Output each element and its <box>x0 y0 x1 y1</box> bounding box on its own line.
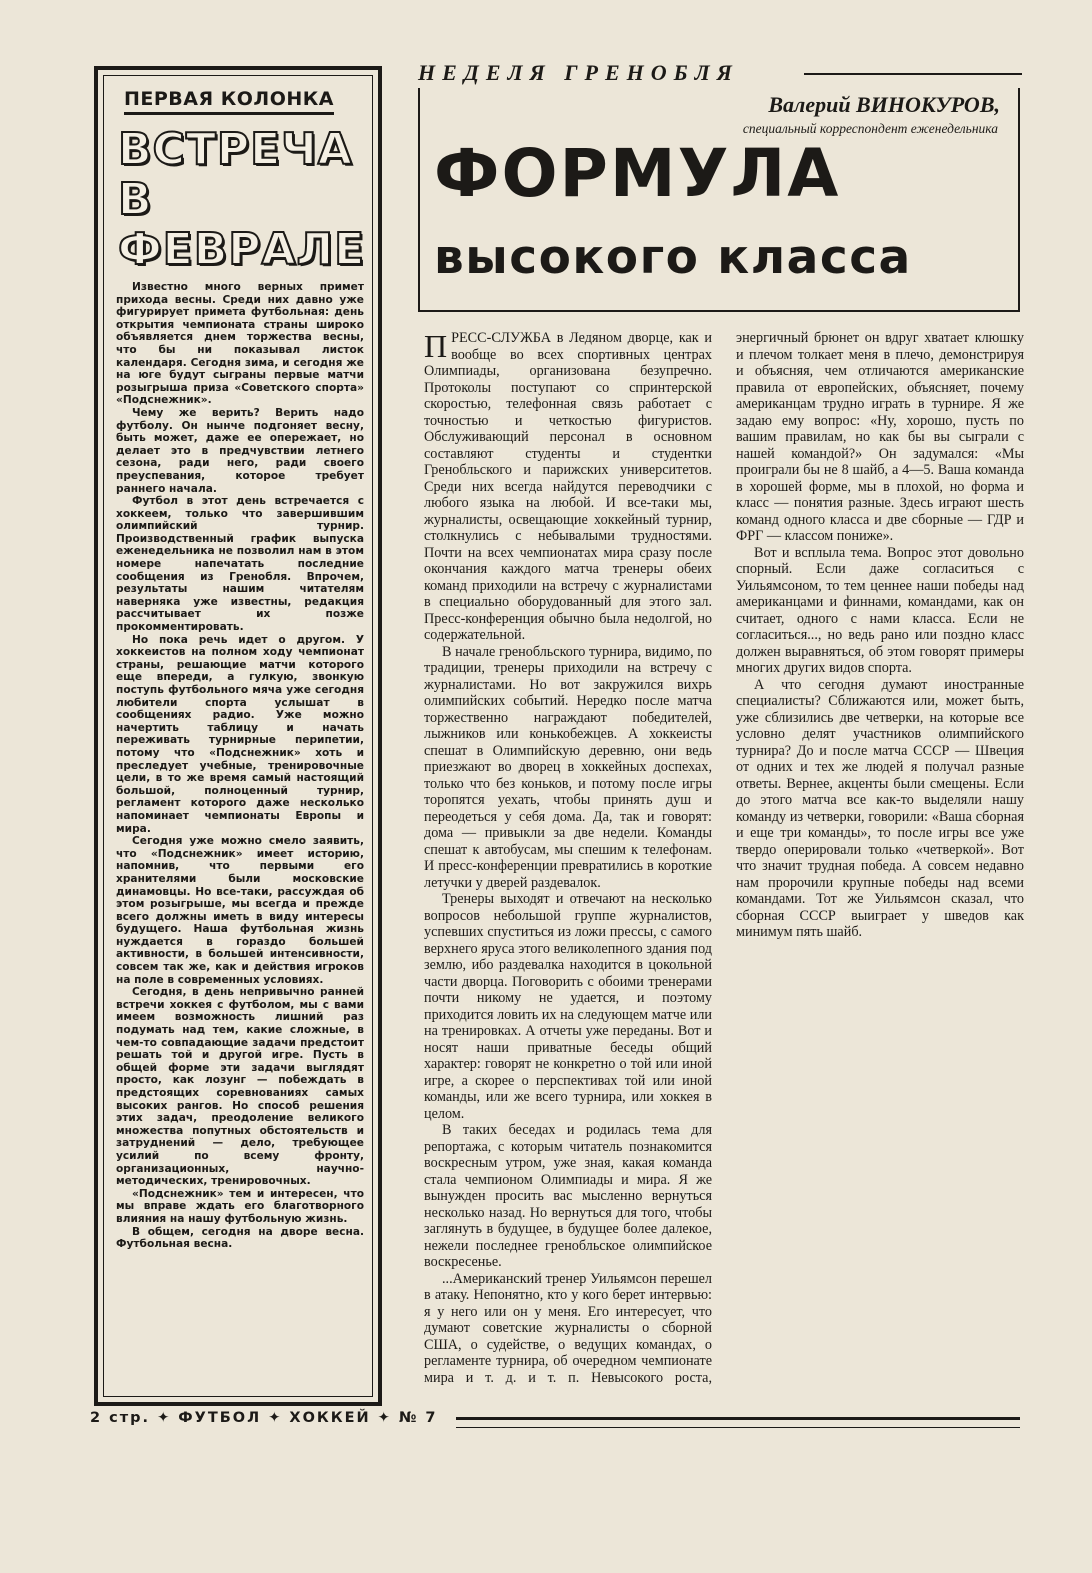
first-column-headline <box>118 125 364 275</box>
footer-rule <box>456 1417 1020 1428</box>
paragraph: Тренеры выходят и отвечают на несколько вопросов небольшой группе журналистов, успевших спуститься из ложи прессы, с самого верхнего яруса этого великолепного здания под землю, ибо раздевалка находится в цокольной части дворца. Поговорить с обоими тренерами почти никому не удается, и поэтому приходится ловить их на следующем матче или на тренировках. А отчеты уже переданы. Вот и носят наши приватные беседы общий характер: говорят не конкретно о той или иной игре, а скорее о перспективах той или иной команды, или же всего турнира, или хоккея в целом. <box>424 891 712 1122</box>
paragraph: Сегодня уже можно смело заявить, что «Подснежник» имеет историю, напомнив, что первыми его хранителями были московские динамовцы. Но все-таки, рассуждая об этом розыгрыше, мы всегда и прежде всего должны иметь в виду интересы будущего. Наша футбольная жизнь нуждается в гораздо большей активности, в большей интенсивности, совсем так же, как и действия игроков на поле в современных условиях. <box>116 835 364 986</box>
paragraph: «Подснежник» тем и интересен, что мы вправе ждать его благотворного влияния на нашу футбольную жизнь. <box>116 1187 364 1225</box>
drop-cap: П <box>424 328 448 364</box>
paragraph: В общем, сегодня на дворе весна. Футбольная весна. <box>116 1225 364 1251</box>
paragraph: Чему же верить? Верить надо футболу. Он нынче подгоняет весну, быть может, даже ее опережает, но делает это в предчувствии летнего сезона, ради него, ради своего преуспевания, которое требует раннего начала. <box>116 406 364 495</box>
article-headline-sub: высокого класса <box>434 230 912 285</box>
lead-text: РЕСС-СЛУЖБА в Ледяном дворце, как и вообще во всех спортивных центрах Олимпиады, организована безупречно. Протоколы поступают со спринтерской скоростью, телефонная связь работает с точностью и четкостью фигуристов. Обслуживающий персонал в основном составляют студенты и студентки Гренобльского и парижских университетов. Среди них всегда найдутся переводчики с любого языка на любой. И все-таки мы, журналисты, освещающие хоккейный турнир, столкнулись с небывалыми трудностями. Почти на всех чемпионатах мира сразу после окончания каждого матча тренеры обеих команд приходили на встречу с журналистами в специально оборудованный для этого зал. Пресс-конференция обычно была недолгой, но содержательной. <box>424 330 712 643</box>
lead-paragraph <box>424 330 712 644</box>
section-title: НЕДЕЛЯ ГРЕНОБЛЯ <box>418 60 739 85</box>
section-rule <box>804 73 1022 75</box>
paragraph: А что сегодня думают иностранные специалисты? Сближаются или, может быть, уже сблизились две четверки, на которые все условно делят участников олимпийского турнира? До и после матча СССР — Швеция от одних и тех же людей я получал разные ответы. Вернее, акценты были смещены. Если до этого матча все как-то выделяли нашу команду из четверки, говорили: «Ваша сборная и еще три команды», то после игры все уже твердо оперировали только «четверкой». Вот что значит трудная победа. А совсем недавно нам пророчили крупные победы над всеми командами. Тот же Уильямсон сказал, что сборная СССР выиграет у шведов как минимум пять шайб. <box>736 676 1024 940</box>
headline-line: ВСТРЕЧА <box>118 124 353 175</box>
paragraph: Сегодня, в день непривычно ранней встречи хоккея с футболом, мы с вами имеем возможность лишний раз подумать над тем, какие сложные, в чем-то совпадающие задачи предстоит решать той и другой игре. Пусть в общей форме эти задачи выглядят просто, как лозунг — побеждать в предстоящих соревнованиях самых высоких рангов. Но способ решения этих задач, преодоление великого множества попутных обстоятельств и затруднений — дело, требующее усилий по всему фронту, организационных, научно-методических, тренировочных. <box>116 986 364 1188</box>
paragraph: Вот и всплыла тема. Вопрос этот довольно спорный. Если даже согласиться с Уильямсоном, то тем ценнее наши победы над американцами и финнами, командами, как он считает, одного с нами класса. Если не согласиться..., но ведь рано или поздно класс должен выравняться, об этом говорят примеры многих других видов спорта. <box>736 544 1024 676</box>
paragraph: Футбол в этот день встречается с хоккеем, только что завершившим олимпийский турнир. Производственный график выпуска еженедельника не позволил нам в этом номере напечатать последние сообщения из Гренобля. Впрочем, результаты нашим читателям наверняка уже известны, редакция рассчитывает их позже прокомментировать. <box>116 495 364 634</box>
paragraph: В таких беседах и родилась тема для репортажа, с которым читатель познакомится воскресным утром, уже зная, какая команда стала чемпионом Олимпиады и мира. Я же вынужден просить вас мысленно вернуться несколько назад. Но вернуться для того, чтобы заглянуть в будущее, в будущее более далекое, нежели последнее гренобльское олимпийское воскресенье. <box>424 1122 712 1270</box>
first-column-rubric: ПЕРВАЯ КОЛОНКА <box>124 88 334 115</box>
paragraph: В начале гренобльского турнира, видимо, по традиции, тренеры приходили на встречу с журналистами. Но вот закружился вихрь олимпийских событий. Нередко после матча торжественно награждают победителей, лыжников или конькобежцев. А хоккеисты спешат в Олимпийскую деревню, они ведь приезжают во дворец в хоккейных доспехах, только что без коньков, и потому после игры торопятся уехать, чтобы принять душ и переодеться у себя дома. Да, так и говорят: дома — привыкли за две недели. Команды спешат к автобусам, мы спешим к телефонам. И пресс-конференции превратились в короткие летучки у дверей раздевалок. <box>424 643 712 891</box>
headline-line: В <box>118 174 153 225</box>
paragraph: Известно много верных примет прихода весны. Среди них давно уже фигурирует примета футбольная: день открытия чемпионата страны широко объявляется днем торжества весны, что бы ни показывал листок календаря. Сегодня зима, и сегодня же на юге будут сыграны первые матчи розыгрыша приза «Советского спорта» «Подснежник». <box>116 281 364 407</box>
first-column-body <box>116 281 364 1251</box>
paragraph: ...Американский тренер Уильямсон перешел в атаку. Непонятно, кто у кого берет интервью: я у него или он у меня. Его интересует, что думают советские журналисты о сборной США, о судействе, о ведущих командах, о регламенте турнира, об очередном чемпионате мира и т. д. и т. п. Невысокого роста, энергичный брюнет он вдруг хватает клюшку и плечом толкает меня в плечо, демонстрируя и объясняя, чем отличаются американские правила от европейских, объясняет, почему американцам трудно играть в турнире. Я же задаю ему вопрос: «Ну, хорошо, пусть по вашим правилам, но как бы вы сыграли с нашей командой?» Он задумался: «Мы проиграли бы не 8 шайб, а 4—5. Ваша команда в хорошей форме, мы в плохой, но форма и класс — понятия разные. Здесь играют шесть команд одного класса и две сборные — ГДР и ФРГ — классом пониже». <box>424 330 1024 1386</box>
paragraph: Но пока речь идет о другом. У хоккеистов на полном ходу чемпионат страны, решающие матчи которого еще впереди, а гулкую, звонкую поступь футбольного мяча уже сегодня любители спорта услышат в сообщениях радио. Уже можно начертить таблицу и начать переживать турнирные перипетии, потому что «Подснежник» хоть и преследует учебные, тренировочные цели, в то же время самый настоящий большой, полноценный турнир, регламент которого даже несколько напоминает чемпионаты Европы и мира. <box>116 633 364 835</box>
author-role: специальный корреспондент еженедельника <box>742 121 998 136</box>
first-column-box <box>94 66 382 1406</box>
page-footer <box>90 1410 1020 1432</box>
article-headline-main: ФОРМУЛА <box>434 135 841 212</box>
headline-line: ФЕВРАЛЕ <box>118 224 366 275</box>
author-name: Валерий ВИНОКУРОВ, <box>768 92 1000 117</box>
article-body <box>424 330 1024 1402</box>
footer-text: 2 стр. ✦ ФУТБОЛ ✦ ХОККЕЙ ✦ № 7 <box>90 1410 438 1426</box>
headline-box <box>418 88 1020 312</box>
section-header <box>418 60 1022 86</box>
